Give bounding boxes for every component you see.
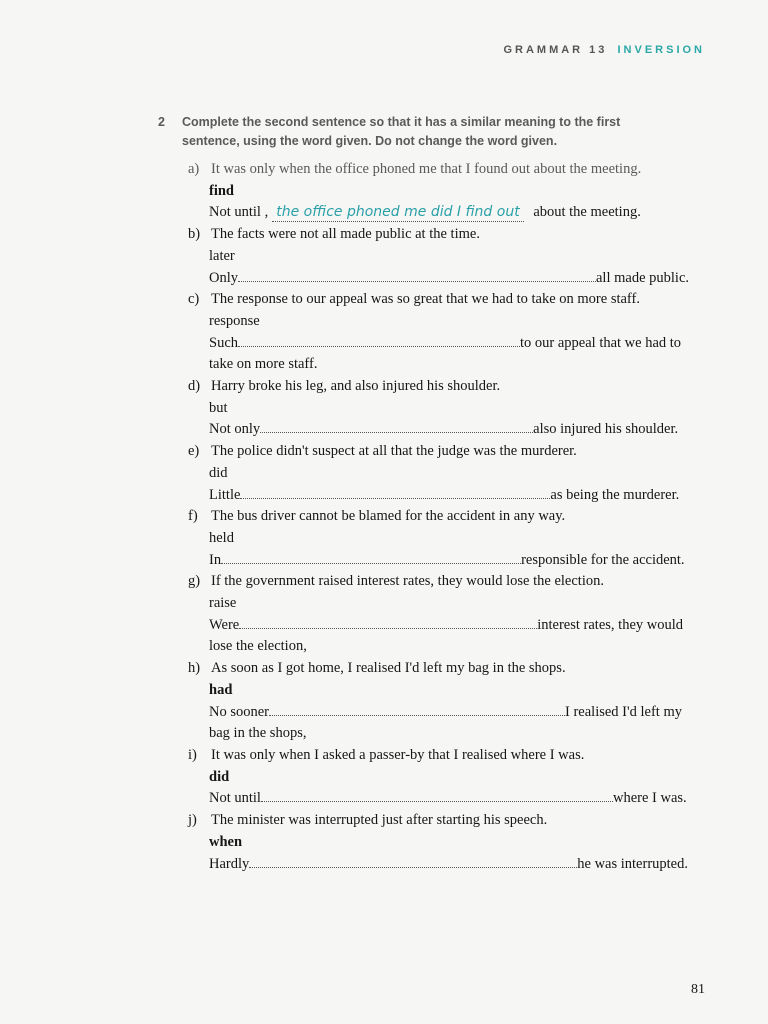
item-sentence: The police didn't suspect at all that the judge was the murderer. <box>211 443 577 460</box>
answer-end: where I was. <box>612 790 687 807</box>
answer-start: Were <box>209 616 240 633</box>
answer-start: In <box>209 551 222 568</box>
item-answer-line <box>209 485 704 507</box>
answer-blank[interactable] <box>221 550 521 564</box>
item-label: j) <box>188 812 197 829</box>
answer-start: No sooner <box>209 703 270 720</box>
answer-blank[interactable] <box>239 615 537 629</box>
exercise-item <box>188 376 704 441</box>
item-label: d) <box>188 378 201 395</box>
answer-end: to our appeal that we had to <box>520 334 682 351</box>
exercise-item <box>188 289 704 376</box>
answer-end-continued: take on more staff. <box>209 356 318 373</box>
item-label: i) <box>188 746 197 763</box>
answer-end: I realised I'd left my <box>565 703 682 720</box>
item-answer-line <box>209 550 704 572</box>
item-answer-line <box>209 202 704 224</box>
page-number: 81 <box>691 982 705 997</box>
exercise-item <box>188 571 704 658</box>
answer-start: Such <box>209 334 238 351</box>
item-key-word: did <box>209 768 230 785</box>
answer-end: responsible for the accident. <box>521 551 685 568</box>
item-key-word: raise <box>209 595 237 612</box>
answer-end: as being the murderer. <box>550 486 680 503</box>
item-answer-line <box>209 419 704 441</box>
answer-end: about the meeting. <box>533 204 641 221</box>
answer-end: interest rates, they would <box>537 616 683 633</box>
item-sentence: The minister was interrupted just after starting his speech. <box>211 812 548 829</box>
answer-handwritten[interactable]: the office phoned me did I find out <box>272 203 523 222</box>
answer-end: he was interrupted. <box>577 855 688 872</box>
item-sentence: Harry broke his leg, and also injured his shoulder. <box>211 378 501 395</box>
item-answer-line <box>209 268 704 290</box>
answer-start: Only <box>209 269 238 286</box>
exercise-item <box>188 810 704 875</box>
item-label: f) <box>188 508 198 525</box>
answer-end-continued: lose the election, <box>209 638 307 655</box>
exercise-item <box>188 506 704 571</box>
item-sentence: As soon as I got home, I realised I'd left my bag in the shops. <box>211 660 566 677</box>
item-answer-line <box>209 333 704 355</box>
item-sentence: The facts were not all made public at the time. <box>211 226 480 243</box>
item-key-word: but <box>209 399 228 416</box>
answer-blank[interactable] <box>261 788 613 802</box>
answer-start: Not only <box>209 421 261 438</box>
answer-blank[interactable] <box>240 485 550 499</box>
exercise-item <box>188 159 704 224</box>
item-sentence: It was only when I asked a passer-by that I realised where I was. <box>211 746 585 763</box>
item-sentence: The response to our appeal was so great that we had to take on more staff. <box>211 291 640 308</box>
exercise-number: 2 <box>158 115 165 129</box>
answer-start: Not until , <box>209 204 269 221</box>
item-key-word: response <box>209 312 260 329</box>
item-answer-line <box>209 702 704 724</box>
answer-start: Not until <box>209 790 261 807</box>
item-answer-line <box>209 788 704 810</box>
answer-blank[interactable] <box>260 419 533 433</box>
running-head-topic: INVERSION <box>617 44 705 56</box>
item-sentence: It was only when the office phoned me that I found out about the meeting. <box>211 161 642 177</box>
item-key-word: when <box>209 833 243 850</box>
item-answer-line <box>209 854 704 876</box>
answer-end-continued: bag in the shops, <box>209 725 307 742</box>
item-label: e) <box>188 443 200 460</box>
item-label: c) <box>188 291 200 308</box>
item-label: b) <box>188 226 201 243</box>
item-label: g) <box>188 573 201 590</box>
item-label: a) <box>188 161 200 177</box>
item-key-word: did <box>209 464 228 481</box>
running-head-section: GRAMMAR 13 <box>503 44 608 56</box>
exercise-item <box>188 441 704 506</box>
item-key-word: find <box>209 182 234 199</box>
exercise-item <box>188 224 704 289</box>
item-answer-line <box>209 615 704 637</box>
item-key-word: had <box>209 681 233 698</box>
exercise-items <box>188 159 704 875</box>
answer-start: Little <box>209 486 241 503</box>
answer-blank[interactable] <box>238 333 520 347</box>
item-label: h) <box>188 660 201 677</box>
item-sentence: If the government raised interest rates, they would lose the election. <box>211 573 604 590</box>
exercise-item <box>188 658 704 745</box>
answer-end: also injured his shoulder. <box>533 421 679 438</box>
exercise-item <box>188 745 704 810</box>
answer-end: all made public. <box>596 269 690 286</box>
item-key-word: later <box>209 247 235 264</box>
answer-blank[interactable] <box>269 702 565 716</box>
running-head <box>503 44 705 56</box>
item-sentence: The bus driver cannot be blamed for the accident in any way. <box>211 508 566 525</box>
exercise-instruction: Complete the second sentence so that it has a similar meaning to the first sentence, using the word given. Do not change the word given. <box>182 115 621 148</box>
exercise-heading <box>158 113 678 151</box>
answer-blank[interactable] <box>238 268 596 282</box>
item-key-word: held <box>209 529 234 546</box>
answer-blank[interactable] <box>249 854 577 868</box>
answer-start: Hardly <box>209 855 250 872</box>
